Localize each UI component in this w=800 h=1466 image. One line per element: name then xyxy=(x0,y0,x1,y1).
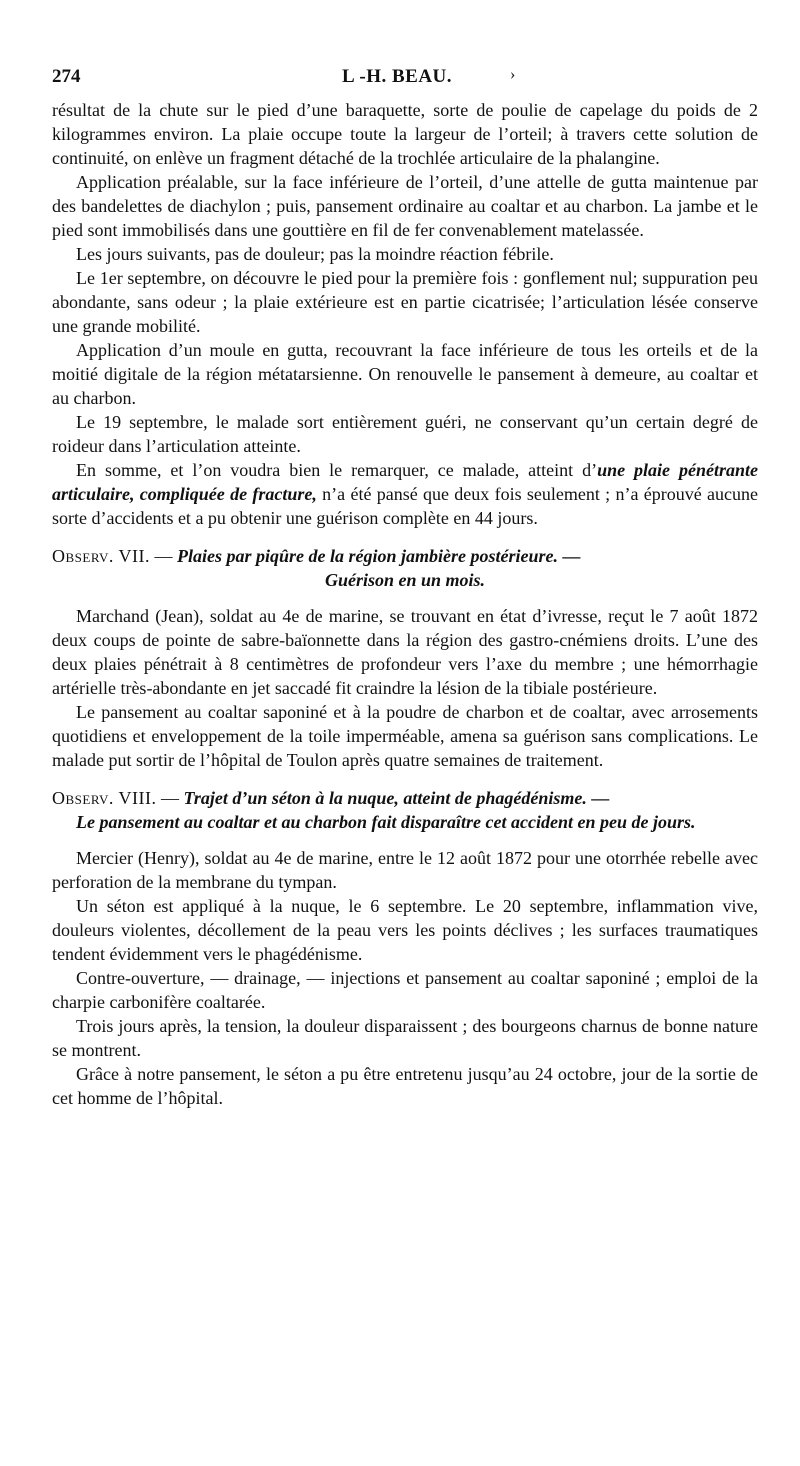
paragraph: Le 1er septembre, on découvre le pied pour la première fois : gonflement nul; suppuration peu abondante, sans odeur ; la plaie extérieure est en partie cicatrisée; l’articulation lésée conserve une grande mobilité. xyxy=(52,268,758,336)
summary-paragraph xyxy=(52,458,758,530)
paragraph: Le pansement au coaltar saponiné et à la poudre de charbon et de coaltar, avec arrosements quotidiens et enveloppement de la toile imperméable, amena sa guérison sans complications. Le malade put sortir de l’hôpital de Toulon après quatre semaines de traitement. xyxy=(52,702,758,770)
paragraph: Mercier (Henry), soldat au 4e de marine, entre le 12 août 1872 pour une otorrhée rebelle avec perforation de la membrane du tympan. xyxy=(52,848,758,892)
paragraph: Un séton est appliqué à la nuque, le 6 septembre. Le 20 septembre, inflammation vive, douleurs violentes, décollement de la peau vers les points déclives ; les surfaces traumatiques tendent évidemment vers le phagédénisme. xyxy=(52,896,758,964)
observation-8-heading xyxy=(52,786,758,834)
observation-7-dash: — xyxy=(150,546,178,566)
paragraph: Marchand (Jean), soldat au 4e de marine, se trouvant en état d’ivresse, reçut le 7 août 1872 deux coups de pointe de sabre-baïonnette dans la région des gastro-cnémiens droits. L’une des deux plaies pénétrait à 8 centimètres de profondeur vers l’axe du membre ; une hémorrhagie artérielle très-abondante en jet saccadé fit craindre la lésion de la tibiale postérieure. xyxy=(52,606,758,698)
paragraph: Grâce à notre pansement, le séton a pu être entretenu jusqu’au 24 octobre, jour de la sortie de cet homme de l’hôpital. xyxy=(52,1064,758,1108)
running-head: L -H. BEAU. xyxy=(342,66,453,87)
header-mark: › xyxy=(510,66,516,83)
paragraph: Les jours suivants, pas de douleur; pas la moindre réaction fébrile. xyxy=(76,244,554,264)
summary-text-after: n’a été pansé que deux fois seulement ; n’a éprouvé aucune sorte d’accidents et a pu obtenir une guérison complète en 44 jours. xyxy=(52,484,759,528)
observation-7-heading xyxy=(52,544,758,592)
page-header xyxy=(52,66,758,98)
paragraph: résultat de la chute sur le pied d’une baraquette, sorte de poulie de capelage du poids de 2 kilogrammes environ. La plaie occupe toute la largeur de l’orteil; à travers cette solution de continuité, on enlève un fragment détaché de la trochlée articulaire de la phalangine. xyxy=(52,100,758,168)
observation-8-label: Observ. VIII. xyxy=(52,788,157,808)
observation-7-subtitle: Guérison en un mois. xyxy=(324,570,486,590)
summary-italic: une plaie pénétrante articulaire, compliquée de fracture, xyxy=(52,460,758,504)
page-number: 274 xyxy=(52,66,81,87)
observation-8-subtitle: Le pansement au coaltar et au charbon fait disparaître cet accident en peu de jours. xyxy=(76,812,696,832)
paragraph: Contre-ouverture, — drainage, — injections et pansement au coaltar saponiné ; emploi de la charpie carbonifère coaltarée. xyxy=(52,968,758,1012)
paragraph: Application préalable, sur la face inférieure de l’orteil, d’une attelle de gutta maintenue par des bandelettes de diachylon ; puis, pansement ordinaire au coaltar et au charbon. La jambe et le pied sont immobilisés dans une gouttière en fil de fer convenablement matelassée. xyxy=(52,172,758,240)
observation-7-label: Observ. VII. xyxy=(52,546,151,566)
book-page xyxy=(52,66,758,1110)
observation-8-dash: — xyxy=(156,788,184,808)
paragraph: Trois jours après, la tension, la douleur disparaissent ; des bourgeons charnus de bonne nature se montrent. xyxy=(52,1016,758,1060)
observation-8-title: Trajet d’un séton à la nuque, atteint de phagédénisme. — xyxy=(183,788,610,808)
paragraph: Le 19 septembre, le malade sort entièrement guéri, ne conservant qu’un certain degré de roideur dans l’articulation atteinte. xyxy=(52,412,758,456)
summary-text-before: En somme, et l’on voudra bien le remarquer, ce malade, atteint d’ xyxy=(76,460,598,480)
observation-7-title: Plaies par piqûre de la région jambière postérieure. — xyxy=(177,546,581,566)
paragraph: Application d’un moule en gutta, recouvrant la face inférieure de tous les orteils et de la moitié digitale de la région métatarsienne. On renouvelle le pansement à demeure, au coaltar et au charbon. xyxy=(52,340,758,408)
